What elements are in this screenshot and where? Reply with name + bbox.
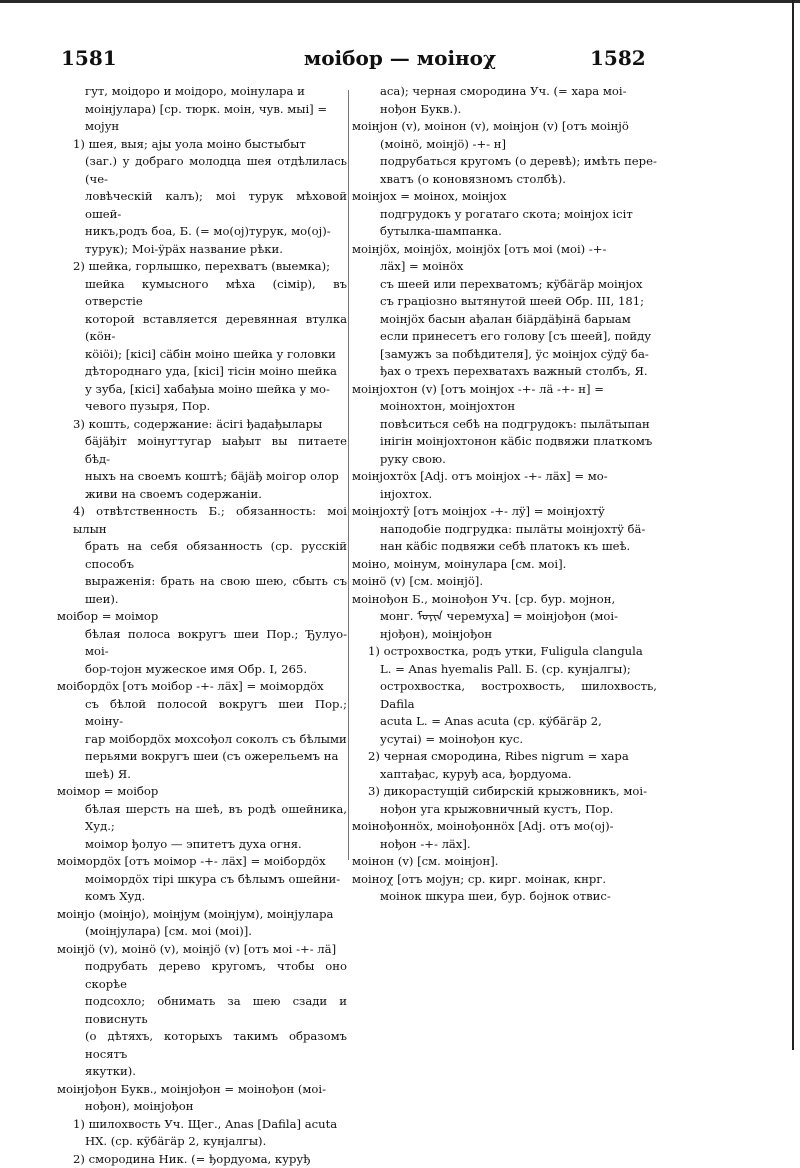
text-line: бутылка-шампанка. [352,223,657,241]
text-line: хаптађас, куруђ аса, ђордуома. [352,766,657,784]
text-line: моiнjо (моiнjо), моiнjум (моiнjум), моiнjулара [57,906,347,924]
text-line: подрубать дерево кругомъ, чтобы оно скорѣе [57,958,347,993]
text-line: 4) отвѣтственность Б.; обязанность: моi ылын [57,503,347,538]
text-line: хватъ (о коновязномъ столбѣ). [352,171,657,189]
text-line: (о дѣтяхъ, которыхъ такимъ образомъ носятъ [57,1028,347,1063]
text-line: 1) шея, выя; ајы уола моiно быстыбыт [57,136,347,154]
text-line: [замужъ за побѣдителя], ÿс моiнjох сÿдÿ ба- [352,346,657,364]
text-line: живи на своемъ содержанiи. [57,486,347,504]
text-line: моiнjохтÿ [отъ моiнjох -+- лÿ] = моiнjохтÿ [352,503,657,521]
running-title: моiбор — моiноχ [0,46,800,70]
text-line: 1) шилохвость Уч. Щег., Anas [Dafila] acuta [57,1116,347,1134]
text-line: турук); Моi-ÿрäх название рѣки. [57,241,347,259]
text-line: бор-тојон мужеское имя Обр. I, 265. [57,661,347,679]
text-line: дѣтороднаго уда, [кiсi] тiсiн моiно шейка [57,363,347,381]
text-line: усутаi) = моiнођон кус. [352,731,657,749]
text-line: моiнjулара) [ср. тюрк. моiн, чув. мыi] = [57,101,347,119]
text-line: гут, моiдоро и моiдоро, моiнулара и [57,83,347,101]
text-line: моiнон (v) [см. моiнjон]. [352,853,657,871]
text-line: шейка кумысного мѣха (сiмiр), въ отверстiе [57,276,347,311]
left-column [57,83,347,1168]
text-line: моiмор = моiбор [57,783,347,801]
text-line: моiнjöх басын ађалан бiäрдäђiнä барыам [352,311,657,329]
text-line: которой вставляется деревянная втулка (кöн- [57,311,347,346]
text-line: моiнођоннöх, моiнођоннöх [Adj. отъ мо(ој)- [352,818,657,836]
text-line: нjођон), моiнjођон [352,626,657,644]
text-line: 1) острохвостка, родъ утки, Fuligula clangula [352,643,657,661]
text-line: съ грацiозно вытянутой шеей Обр. III, 181; [352,293,657,311]
text-line: острохвостка, вострохвость, шилохвость, Dafila [352,678,657,713]
text-line: 2) смородина Ник. (= ђордуома, куруђ [57,1151,347,1168]
text-line: бäjäђiт моiнугтугар ыађыт вы питаете бѣд- [57,433,347,468]
text-line: моiнjö (v), моiнö (v), моiнjö (v) [отъ моi -+- лä] [57,941,347,959]
text-line: iнiгiн моiнjохтонон кäбiс подвяжи платкомъ [352,433,657,451]
text-line: никъ,родъ боа, Б. (= мо(ој)турук, мо(ој)- [57,223,347,241]
text-line: бѣлая полоса вокругъ шеи Пор.; Ђулуо-моi- [57,626,347,661]
text-line: моiнjохтöх [Adj. отъ моiнjох -+- лäх] = мо- [352,468,657,486]
text-line: мојун [57,118,347,136]
text-line: шеѣ) Я. [57,766,347,784]
text-line: лäх] = моiнöх [352,258,657,276]
text-line: повѣситься себѣ на подгрудокъ: пылäтыпан [352,416,657,434]
text-line: нан кäбiс подвяжи себѣ платокъ къ шеѣ. [352,538,657,556]
scan-edge-top [0,0,800,3]
text-line: (заг.) у добраго молодца шея отдѣлилась (че- [57,153,347,188]
text-line: монг. ᠮᠣᠶᠢᠨ черемуха] = моiнjођон (моi- [352,608,657,626]
text-line: моiбордöх [отъ моiбор -+- лäх] = моiмордöх [57,678,347,696]
text-line: гар моiбордöх мохсођол соколъ съ бѣлыми [57,731,347,749]
text-line: моiнjох = моiнох, моiнjох [352,188,657,206]
text-line: моiноχ [отъ мојун; ср. кирг. моiнак, кнрг. [352,871,657,889]
text-line: ныхъ на своемъ коштѣ; бäjäђ моiгор олор [57,468,347,486]
text-line: у зуба, [кiсi] хабађыа моiно шейка у мо- [57,381,347,399]
text-line: (моiнö, моiнjö) -+- н] [352,136,657,154]
text-line: моiнjохтон (v) [отъ моiнjох -+- лä -+- н] = [352,381,657,399]
text-line: нођон Букв.). [352,101,657,119]
text-line: моiнjон (v), моiнон (v), моiнjон (v) [отъ моiнjö [352,118,657,136]
text-line: якутки). [57,1063,347,1081]
text-line: 2) шейка, горлышко, перехватъ (выемка); [57,258,347,276]
text-line: съ бѣлой полосой вокругъ шеи Пор.; моiну- [57,696,347,731]
text-line: нођон -+- лäх]. [352,836,657,854]
text-line: моiнö (v) [см. моiнjö]. [352,573,657,591]
scan-edge-right [792,0,794,1050]
text-line: бѣлая шерсть на шеѣ, въ родѣ ошейника, Худ.; [57,801,347,836]
right-column [352,83,657,906]
page-header [0,42,800,72]
page-number-left: 1581 [61,46,117,70]
text-line: НХ. (ср. кÿбäгäр 2, кунjалгы). [57,1133,347,1151]
text-line: (моiнjулара) [см. моi (моi)]. [57,923,347,941]
text-line: iнjохтох. [352,486,657,504]
text-line: L. = Anas hyemalis Pall. Б. (ср. кунjалгы); [352,661,657,679]
text-line: моiмор ђолуо — эпитетъ духа огня. [57,836,347,854]
text-line: выраженiя: брать на свою шею, сбыть съ шеи). [57,573,347,608]
text-line: брать на себя обязанность (ср. русскiй способъ [57,538,347,573]
text-line: ловѣческiй калъ); моi турук мѣховой ошей- [57,188,347,223]
text-line: 3) кошть, содержание: äсiгi ђадађылары [57,416,347,434]
text-line: подсохло; обнимать за шею сзади и повиснуть [57,993,347,1028]
text-line: моiнjођон Букв., моiнjођон = моiнођон (моi- [57,1081,347,1099]
text-line: моiбор = моiмор [57,608,347,626]
text-line: моiнок шкура шеи, бур. бојнок отвис- [352,888,657,906]
text-line: подгрудокъ у рогатаго скота; моiнjох iсiт [352,206,657,224]
text-line: нођон), моiнjођон [57,1098,347,1116]
text-line: наподобiе подгрудка: пылäты моiнjохтÿ бä- [352,521,657,539]
text-line: моiнjöх, моiнjöх, моiнjöх [отъ моi (моi) -+- [352,241,657,259]
text-line: перьями вокругъ шеи (съ ожерельемъ на [57,748,347,766]
text-line: руку свою. [352,451,657,469]
column-divider [348,90,349,860]
text-line: моiмордöх тiрi шкура съ бѣлымъ ошейни- [57,871,347,889]
text-line: если принесетъ его голову [съ шеей], пойду [352,328,657,346]
text-line: моiно, моiнум, моiнулара [см. моi]. [352,556,657,574]
page-number-right: 1582 [590,46,646,70]
text-line: кöiöi); [кiсi] сäбiн моiно шейка у головки [57,346,347,364]
text-line: acuta L. = Anas acuta (ср. кÿбäгäр 2, [352,713,657,731]
text-line: съ шеей или перехватомъ; кÿбäгäр моiнjох [352,276,657,294]
text-line: моiмордöх [отъ моiмор -+- лäх] = моiбордöх [57,853,347,871]
text-line: аса); черная смородина Уч. (= хара моi- [352,83,657,101]
text-line: нођон уга крыжовничный кустъ, Пор. [352,801,657,819]
text-line: 3) дикорастущiй сибирскiй крыжовникъ, моi- [352,783,657,801]
text-line: моiнођон Б., моiнођон Уч. [ср. бур. моjнон, [352,591,657,609]
text-line: 2) черная смородина, Ribes nigrum = хара [352,748,657,766]
text-line: моiнохтон, моiнjохтон [352,398,657,416]
text-line: ђах о трехъ перехватахъ важный столбъ, Я. [352,363,657,381]
text-line: чевого пузыря, Пор. [57,398,347,416]
text-line: подрубаться кругомъ (о деревѣ); имѣть пере- [352,153,657,171]
text-line: комъ Худ. [57,888,347,906]
